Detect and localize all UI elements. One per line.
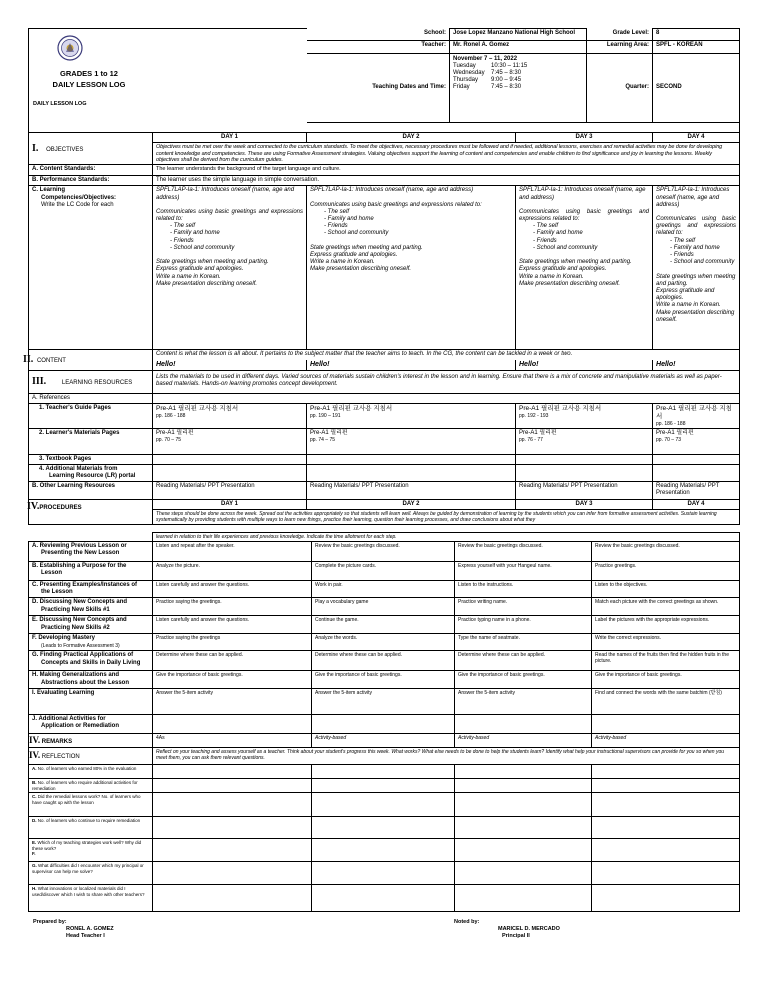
schedule-day: Tuesday	[453, 62, 476, 69]
remarks-cell: Activity-based	[455, 733, 592, 747]
procedure-cell: Review the basic greetings discussed.	[592, 542, 740, 562]
other-resource: Reading Materials/ PPT Presentation	[516, 482, 653, 499]
tg-day-1	[153, 404, 307, 429]
tg-title: Pre-A1 필리핀 교사용 지침서	[656, 405, 732, 420]
schedule-time: 7:45 – 8:30	[491, 84, 522, 91]
competency-tail: Make presentation describing oneself.	[310, 266, 412, 273]
competency-day-1	[153, 186, 307, 350]
competency-tail: State greetings when meeting and parting.	[310, 244, 423, 251]
procedure-cell: Determine where these can be applied.	[312, 651, 455, 671]
reflection-item-text: No. of learners who continue to require remediation	[37, 818, 141, 824]
procedure-label-line: E. Discussing New Concepts and	[32, 617, 127, 624]
deped-seal-icon	[57, 35, 83, 61]
competency-code: SPFL7LAP-Ia-1: Introduces oneself (name, age and address)	[519, 187, 646, 201]
competencies-label-line: Write the LC Code for each	[41, 201, 114, 208]
competency-item: - Friends	[541, 238, 649, 245]
procedure-label	[29, 581, 153, 598]
procedure-label-line: D. Discussing New Concepts and	[32, 599, 128, 606]
resources-heading	[29, 370, 153, 393]
content-day: Hello!	[153, 360, 307, 371]
content-day: Hello!	[307, 360, 516, 371]
lm-title: Pre-A1 필리핀	[310, 429, 348, 436]
procedure-label-line: the Lesson	[41, 589, 73, 596]
procedure-cell: Practice writing name.	[455, 598, 592, 616]
day-header: DAY 1	[153, 133, 307, 143]
procedures-label: PROCEDURES	[39, 504, 82, 511]
competency-tail: State greetings when meeting and parting.	[656, 273, 736, 287]
reflection-letter: B.	[32, 779, 37, 785]
objectives-heading	[29, 133, 153, 165]
procedure-cell: Give the importance of basic greetings.	[455, 671, 592, 688]
procedure-cell: Determine where these can be applied.	[153, 651, 312, 671]
procedure-cell: Analyze the words.	[312, 634, 455, 651]
competency-tail: Express gratitude and apologies.	[656, 287, 715, 302]
tg-day-4	[653, 404, 740, 429]
prepared-title: Head Teacher I	[66, 933, 105, 940]
title-line-1: GRADES 1 to 12	[60, 69, 118, 78]
reflection-item	[29, 778, 153, 792]
competency-tail: Make presentation describing oneself.	[156, 280, 258, 287]
roman-numeral: III.	[32, 375, 47, 387]
competency-tail: State greetings when meeting and parting.	[156, 259, 269, 266]
procedure-cell	[592, 714, 740, 733]
procedure-label-line: F. Developing Mastery	[32, 635, 96, 642]
lm-pages: pp. 70 – 73	[656, 436, 682, 443]
procedure-cell: Play a vocabulary game	[312, 598, 455, 616]
procedure-label-line: B. Establishing a Purpose for the	[32, 563, 127, 569]
procedure-label-line: Concepts and Skills in Daily Living	[41, 659, 141, 666]
reflection-item-text: No. of learners who earned 80% in the evaluation	[37, 765, 137, 771]
procedure-label-line: Application or Remediation	[41, 722, 120, 729]
prepared-label: Prepared by:	[33, 919, 67, 925]
competency-tail: Write a name in Korean.	[310, 259, 375, 266]
content-text: Content is what the lesson is all about. It pertains to the subject matter that the teacher aims to teach. In the CG, the content can be tackled in a week or two.	[153, 350, 740, 360]
noted-name: MARICEL D. MERCADO	[498, 926, 560, 933]
procedure-label	[29, 671, 153, 688]
procedure-label-line: A. Reviewing Previous Lesson or	[32, 543, 127, 549]
competencies-label-line: Competencies/Objectives:	[41, 194, 117, 201]
remarks-cell: Activity-based	[312, 733, 455, 747]
procedure-cell: Give the importance of basic greetings.	[312, 671, 455, 688]
additional-materials-label	[29, 464, 153, 481]
reflection-item-text: Did the remedial lessons work? No. of learners who have caught up with the lesson	[32, 794, 141, 805]
reflection-letter: G.	[32, 863, 37, 869]
content-day: Hello!	[653, 360, 740, 371]
schedule-time: 9:00 – 9:45	[491, 77, 522, 84]
resources-text: Lists the materials to be used in different days. Varied sources of materials sustain children's interest in the lesson and in learning. Ensure that there is a mix of concrete and manipulative materials as well as paper-based materials. Hands-on learning promotes concept development.	[153, 370, 740, 393]
prepared-by-block	[33, 919, 114, 940]
procedure-label	[29, 542, 153, 562]
procedure-cell: Analyze the picture.	[153, 562, 312, 581]
page-one	[23, 28, 740, 525]
teacher-label: Teacher:	[307, 41, 450, 53]
lm-title: Pre-A1 필리핀	[656, 429, 694, 436]
tg-day-2	[307, 404, 516, 429]
reflection-item-text: What difficulties did I encounter which my principal or supervisor can help me solve?	[32, 863, 144, 874]
other-resources-label: B. Other Learning Resources	[29, 482, 153, 499]
grade-level-label: Grade Level:	[587, 29, 653, 41]
procedure-cell: Determine where these can be applied.	[455, 651, 592, 671]
competency-item: - The self	[332, 209, 512, 216]
performance-standards-label: B. Performance Standards:	[29, 176, 153, 186]
reflection-letter: C.	[32, 794, 37, 800]
noted-by-block	[454, 919, 560, 940]
dates-value	[450, 53, 587, 123]
procedure-cell: Listen to the objectives.	[592, 581, 740, 598]
procedure-cell: Review the basic greetings discussed.	[312, 542, 455, 562]
content-day: Hello!	[516, 360, 653, 371]
competency-code: SPFL7LAP-Ia-1: Introduces oneself (name, age and address)	[656, 187, 730, 208]
procedure-cell	[455, 714, 592, 733]
content-standards-text: The learner understands the background of the target language and culture.	[153, 165, 740, 176]
remarks-heading	[29, 733, 153, 747]
reflection-item	[29, 793, 153, 817]
competency-item: - The self	[178, 223, 303, 230]
reflection-letter: H.	[32, 886, 37, 892]
procedure-label-line: Abstractions about the Lesson	[41, 679, 130, 686]
roman-numeral: IV.	[27, 500, 40, 512]
day-header: DAY 3	[516, 133, 653, 143]
procedure-cell: Practice greetings.	[592, 562, 740, 581]
procedure-cell: Match each picture with the correct greetings as shown.	[592, 598, 740, 616]
performance-standards-text: The learner uses the simple language in simple conversation.	[153, 176, 740, 186]
competency-tail: Write a name in Korean.	[156, 273, 221, 280]
procedure-cell: Read the names of the fruits then find the hidden fruits in the picture.	[592, 651, 740, 671]
remarks-cell: 4As	[153, 733, 312, 747]
procedure-cell: Work in pair.	[312, 581, 455, 598]
reflection-item	[29, 862, 153, 885]
procedure-cell: Listen and repeat after the speaker.	[153, 542, 312, 562]
procedure-cell: Answer the 5-item activity	[153, 688, 312, 714]
competency-intro: Communicates using basic greetings and expressions related to:	[310, 201, 482, 208]
competency-item: - Family and home	[332, 216, 512, 223]
competency-intro: Communicates using basic greetings and expressions related to:	[656, 216, 737, 237]
competency-item: - Family and home	[178, 230, 303, 237]
competency-item: - Family and home	[678, 245, 736, 252]
tg-title: Pre-A1 필리핀 교사용 지침서	[519, 405, 602, 413]
procedure-cell: Express yourself with your Hangeul name.	[455, 562, 592, 581]
teacher-value: Mr. Ronel A. Gomez	[450, 41, 587, 53]
date-range: November 7 – 11, 2022	[453, 55, 518, 62]
procedure-cell: Listen carefully and answer the questions.	[153, 616, 312, 634]
competency-tail: Make presentation describing oneself.	[519, 280, 621, 287]
procedure-cell: Practice saying the greetings	[153, 634, 312, 651]
reflection-letter: D.	[32, 818, 37, 824]
lm-day-1	[153, 428, 307, 454]
procedures-heading	[29, 499, 153, 524]
additional-label-line: 4. Additional Materials from	[39, 465, 118, 472]
procedure-cell: Find and connect the words with the same batchim (받침)	[592, 688, 740, 714]
other-resource: Reading Materials/ PPT Presentation	[653, 482, 740, 499]
tg-title: Pre-A1 필리핀 교사용 지침서	[156, 405, 239, 413]
procedure-label-line: H. Making Generalizations and	[32, 672, 120, 679]
day-header: DAY 3	[516, 499, 653, 509]
competency-item: - Friends	[332, 223, 512, 230]
procedure-cell: Type the name of seatmate.	[455, 634, 592, 651]
day-header: DAY 2	[307, 133, 516, 143]
competency-item: - School and community	[332, 230, 512, 237]
teachers-guide-label: 1. Teacher's Guide Pages	[29, 404, 153, 429]
procedure-label-line: J. Additional Activities for	[32, 715, 106, 722]
procedures-text: These steps should be done across the week. Spread out the activities appropriately so that students will learn well. Always be guided by demonstration of learning by the students which you can infer from formative assessment activities. Sustain learning systematically by providing students with multiple ways to learn new things, practice their learning, question their learning processes, and draw conclusions about what they	[153, 509, 740, 524]
references-label: A. References	[29, 393, 153, 403]
tg-pages: pp. 190 – 191	[310, 412, 341, 419]
competency-intro: Communicates using basic greetings and expressions related to:	[156, 208, 303, 223]
competency-intro: Communicates using basic greetings and expressions related to:	[519, 208, 650, 223]
objectives-label: OBJECTIVES	[46, 146, 84, 153]
procedure-cell: Write the correct expressions.	[592, 634, 740, 651]
competency-item: - School and community	[541, 245, 649, 252]
day-header: DAY 2	[307, 499, 516, 509]
procedure-cell: Review the basic greetings discussed.	[455, 542, 592, 562]
resources-label: LEARNING RESOURCES	[61, 379, 133, 386]
competency-tail: Make presentation describing oneself.	[656, 309, 735, 323]
competency-tail: Write a name in Korean.	[519, 273, 584, 280]
competency-day-4	[653, 186, 740, 350]
procedure-cell	[312, 714, 455, 733]
content-label: CONTENT	[36, 358, 66, 365]
grade-level-value: 8	[653, 29, 740, 41]
procedure-cell: Practice typing name in a phone.	[455, 616, 592, 634]
procedure-label	[29, 651, 153, 671]
competency-item: - School and community	[178, 245, 303, 252]
competency-tail: Express gratitude and apologies.	[310, 252, 398, 258]
procedure-cell	[153, 714, 312, 733]
tg-day-3	[516, 404, 653, 429]
competency-tail: Write a name in Korean.	[656, 302, 721, 309]
schedule-list	[453, 63, 583, 92]
competency-item: - Family and home	[541, 230, 649, 237]
day-header: DAY 4	[653, 499, 740, 509]
procedure-label-line: Practicing New Skills #1	[41, 606, 110, 613]
competency-tail: Express gratitude and apologies.	[519, 266, 607, 273]
procedure-cell: Answer the 5-item activity	[312, 688, 455, 714]
schedule-time: 7:45 – 8:30	[491, 69, 522, 76]
roman-numeral: IV.	[29, 750, 41, 761]
reflection-item-text: What innovations or localized materials did I used/discover which I wish to share with other teachers?	[32, 886, 145, 897]
prepared-name: RONEL A. GOMEZ	[66, 926, 114, 933]
reflection-letter: A.	[32, 765, 37, 771]
competency-code: SPFL7LAP-Ia-1: Introduces oneself (name, age and address)	[156, 187, 295, 201]
learning-area-value: SPFL - KOREAN	[653, 41, 740, 53]
competency-item: - Friends	[178, 238, 303, 245]
competency-tail: State greetings when meeting and parting.	[519, 259, 632, 266]
procedure-label-line: Practicing New Skills #2	[41, 624, 110, 631]
other-resource: Reading Materials/ PPT Presentation	[153, 482, 307, 499]
competency-tail: Express gratitude and apologies.	[156, 266, 244, 273]
schedule-time: 10:30 – 11:15	[491, 62, 528, 69]
lm-title: Pre-A1 필리핀	[156, 429, 194, 436]
quarter-value: SECOND	[653, 53, 740, 123]
lm-day-3	[516, 428, 653, 454]
roman-numeral: IV.	[29, 734, 41, 745]
reflection-item-text: No. of learners who require additional activities for remediation	[32, 779, 138, 791]
procedure-label	[29, 562, 153, 581]
competency-day-2	[307, 186, 516, 350]
roman-numeral: II.	[23, 354, 34, 366]
procedure-label	[29, 598, 153, 616]
procedure-cell: Listen carefully and answer the questions.	[153, 581, 312, 598]
reflection-item	[29, 885, 153, 912]
reflection-letter: F.	[32, 851, 36, 857]
procedure-label-line: Lesson	[41, 570, 63, 577]
procedure-cell: Practice saying the greetings.	[153, 598, 312, 616]
school-value: Jose Lopez Manzano National High School	[450, 29, 587, 41]
reflection-heading	[29, 747, 153, 764]
subtitle: DAILY LESSON LOG	[33, 101, 87, 107]
procedure-label-line: I. Evaluating Learning	[32, 689, 95, 696]
procedure-cell: Complete the picture cards.	[312, 562, 455, 581]
procedure-cell: Listen to the instructions.	[455, 581, 592, 598]
day-header: DAY 1	[153, 499, 307, 509]
procedure-label	[29, 714, 153, 733]
competencies-label-line: C. Learning	[32, 187, 66, 194]
textbook-label: 3. Textbook Pages	[29, 454, 153, 464]
procedure-cell: Answer the 5-item activity	[455, 688, 592, 714]
content-standards-label: A. Content Standards:	[29, 165, 153, 176]
procedures-text-continued: learned in relation to their life experiences and previous knowledge. Indicate the time allotment for each step.	[153, 533, 740, 542]
lm-day-2	[307, 428, 516, 454]
competency-item: - The self	[541, 223, 649, 230]
page-two	[28, 532, 740, 912]
learning-area-label: Learning Area:	[587, 41, 653, 53]
procedure-label	[29, 634, 153, 651]
procedure-label	[29, 616, 153, 634]
content-heading	[23, 350, 153, 371]
roman-numeral: I.	[32, 142, 39, 154]
procedure-label-line: (Leads to Formative Assessment 3)	[41, 642, 120, 649]
procedure-label	[29, 688, 153, 714]
competencies-label	[29, 186, 153, 350]
lm-pages: pp. 76 - 77	[519, 436, 543, 443]
procedure-cell: Label the pictures with the appropriate expressions.	[592, 616, 740, 634]
procedure-cell: Continue the game.	[312, 616, 455, 634]
competency-item: - School and community	[678, 259, 736, 266]
competency-item: - The self	[678, 238, 736, 245]
quarter-label: Quarter:	[587, 53, 653, 123]
tg-pages: pp. 192 - 193	[519, 412, 549, 419]
dates-label: Teaching Dates and Time:	[307, 53, 450, 123]
lm-title: Pre-A1 필리핀	[519, 429, 557, 436]
additional-label-line: Learning Resource (LR) portal	[49, 473, 136, 480]
title-line-2: DAILY LESSON LOG	[52, 79, 126, 89]
noted-label: Noted by:	[454, 919, 480, 925]
competency-item: - Friends	[678, 252, 736, 259]
procedure-label-line: Presenting the New Lesson	[41, 550, 120, 557]
learners-materials-label: 2. Learner's Materials Pages	[29, 428, 153, 454]
schedule-day: Thursday	[453, 77, 479, 84]
day-header: DAY 4	[653, 133, 740, 143]
reflection-text: Reflect on your teaching and assess yourself as a teacher. Think about your student's progress this week. What works? What else needs to be done to help the students learn? Identify what help your instructional supervisors can provide for you so when you meet them, you can ask them relevant questions.	[153, 747, 740, 764]
procedure-label-line: G. Finding Practical Applications of	[32, 652, 134, 659]
reflection-letter: E.	[32, 840, 37, 846]
header-title-block	[29, 29, 307, 133]
remarks-cell: Activity-based	[592, 733, 740, 747]
competency-day-3	[516, 186, 653, 350]
schedule-day: Wednesday	[453, 69, 485, 76]
procedure-cell: Give the importance of basic greetings.	[153, 671, 312, 688]
noted-title: Principal II	[502, 933, 530, 940]
reflection-label: REFLECTION	[41, 754, 80, 761]
tg-pages: pp. 186 - 188	[156, 412, 186, 419]
remarks-label: REMARKS	[41, 738, 73, 745]
procedure-cell: Give the importance of basic greetings.	[592, 671, 740, 688]
objectives-text: Objectives must be met over the week and connected to the curriculum standards. To meet the objectives, necessary procedures must be followed and if needed, additional lessons, exercises and remedial activities may be done for developing content knowledge and competencies. These are using Formative Assessment strategies. Valuing objectives support the learning of content and competencies and enable children to find significance and joy in learning the lessons. Weekly objectives shall be derived from the curriculum guides.	[153, 143, 740, 165]
lm-pages: pp. 74 – 75	[310, 436, 336, 443]
reflection-item	[29, 817, 153, 839]
school-label: School:	[307, 29, 450, 41]
reflection-item	[29, 839, 153, 862]
lm-day-4	[653, 428, 740, 454]
tg-title: Pre-A1 필리핀 교사용 지침서	[310, 405, 393, 413]
tg-pages: pp. 186 - 188	[656, 420, 686, 427]
other-resource: Reading Materials/ PPT Presentation	[307, 482, 516, 499]
reflection-item-text: Which of my teaching strategies work well? Why did these work?	[32, 840, 142, 851]
lm-pages: pp. 70 – 75	[156, 436, 182, 443]
schedule-day: Friday	[453, 84, 470, 91]
competency-code: SPFL7LAP-Ia-1: Introduces oneself (name, age and address)	[310, 187, 474, 194]
procedure-label-line: C. Presenting Examples/Instances of	[32, 582, 138, 588]
reflection-item	[29, 764, 153, 778]
